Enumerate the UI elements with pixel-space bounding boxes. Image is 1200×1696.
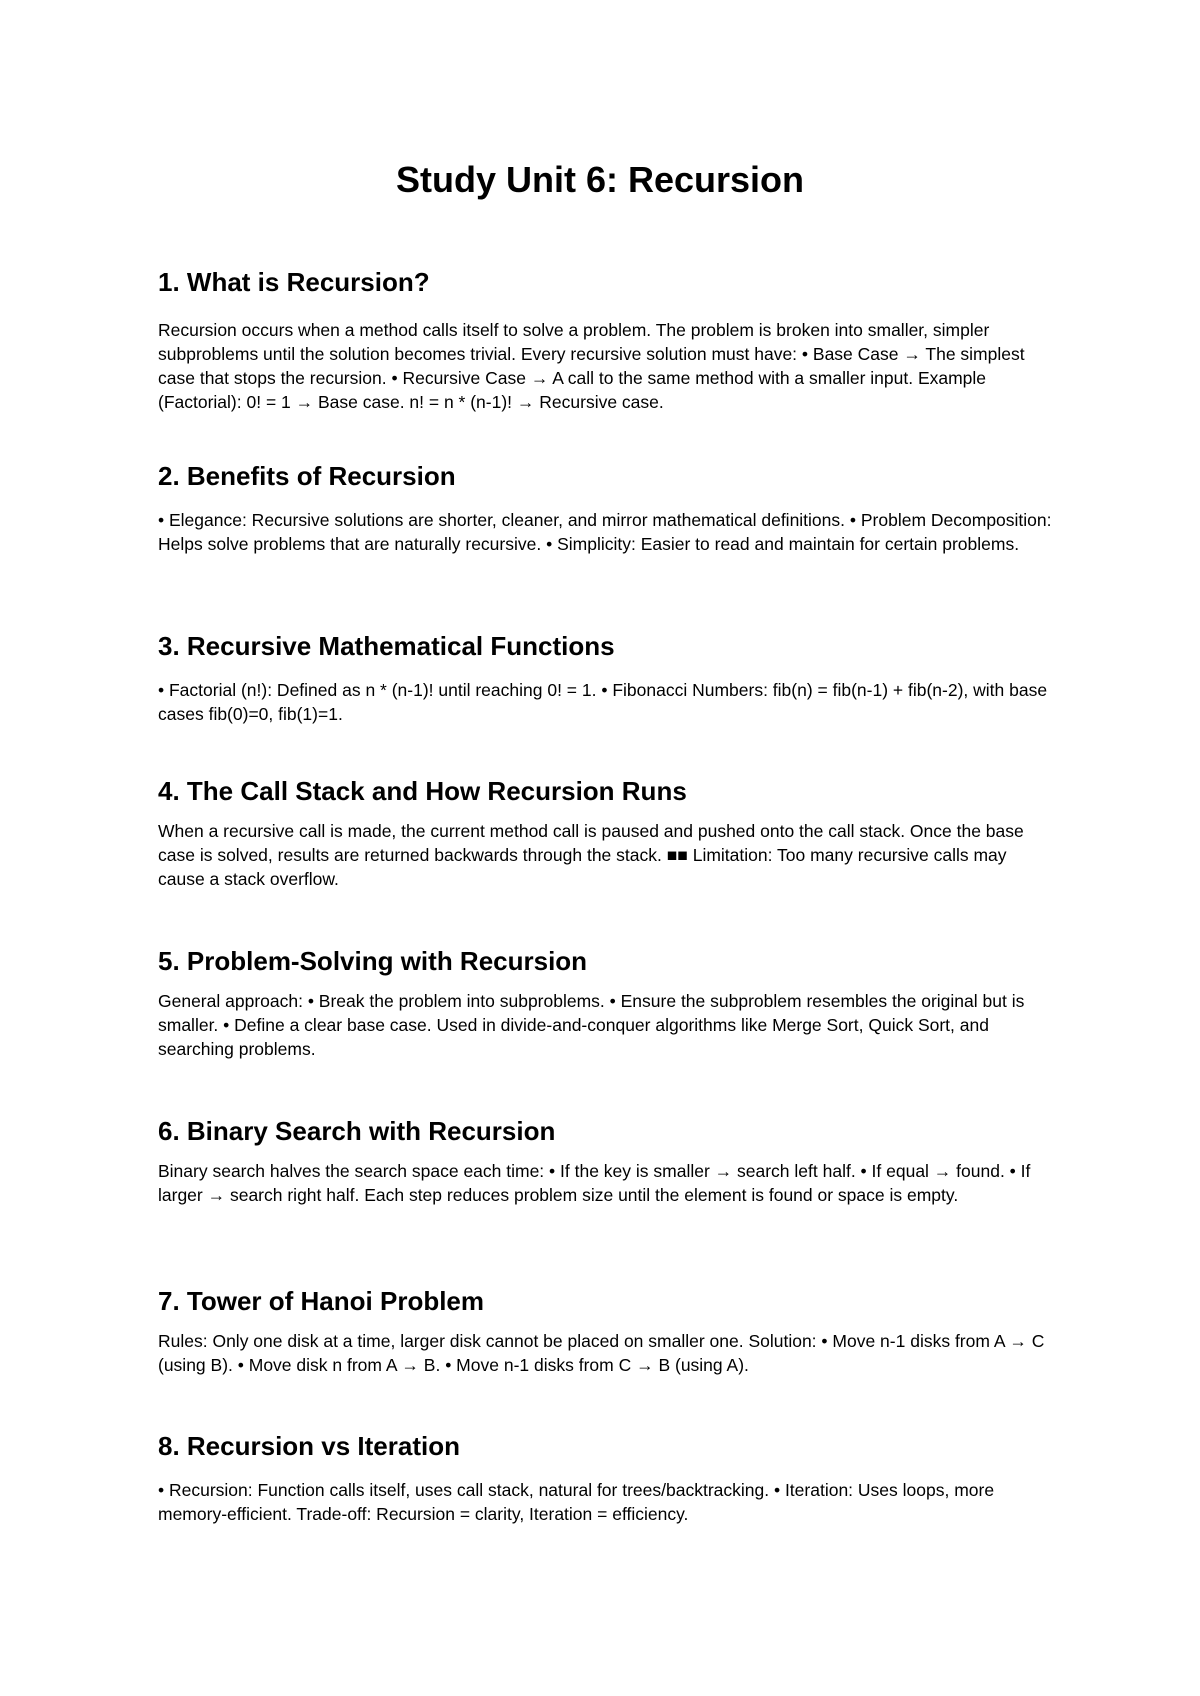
section-heading: 4. The Call Stack and How Recursion Runs (158, 776, 687, 806)
section-heading: 7. Tower of Hanoi Problem (158, 1286, 485, 1316)
section-body: • Elegance: Recursive solutions are shorter, cleaner, and mirror mathematical definitions. • Problem Decomposition: Helps solve problems that are naturally recursive. • Simplicity: Easier to read and maintain for certain problems. (158, 510, 1052, 554)
section-recursion-vs-iteration (158, 1430, 1058, 1526)
section-benefits-of-recursion (158, 460, 1058, 556)
section-body: Recursion occurs when a method calls itself to solve a problem. The problem is broken into smaller, simpler subproblems until the solution becomes trivial. Every recursive solution must have: • Base Case → The simplest case that stops the recursion. • Recursive Case → A call to the same method with a smaller input. Example (Factorial): 0! = 1 → Base case. n! = n * (n-1)! → Recursive case. (158, 320, 1025, 412)
document-title: Study Unit 6: Recursion (395, 159, 805, 200)
section-heading: 8. Recursion vs Iteration (158, 1431, 460, 1461)
section-heading: 3. Recursive Mathematical Functions (158, 631, 615, 661)
section-body: Rules: Only one disk at a time, larger disk cannot be placed on smaller one. Solution: • Move n-1 disks from A → C (using B). • Move disk n from A → B. • Move n-1 disks from C → B (using A). (158, 1331, 1045, 1375)
section-call-stack (158, 775, 1058, 891)
section-heading: 1. What is Recursion? (158, 267, 430, 297)
section-body: General approach: • Break the problem into subproblems. • Ensure the subproblem resembles the original but is smaller. • Define a clear base case. Used in divide-and-conquer algorithms like Merge Sort, Quick Sort, and searching problems. (158, 991, 1025, 1059)
section-binary-search (158, 1115, 1058, 1207)
section-body: • Factorial (n!): Defined as n * (n-1)! until reaching 0! = 1. • Fibonacci Numbers: fib(n) = fib(n-1) + fib(n-2), with base cases fib(0)=0, fib(1)=1. (158, 680, 1048, 724)
section-problem-solving (158, 945, 1058, 1061)
section-heading: 5. Problem-Solving with Recursion (158, 946, 588, 976)
section-body: When a recursive call is made, the current method call is paused and pushed onto the call stack. Once the base case is solved, results are returned backwards through the stack. ■■ Limitation: Too many recursive calls may cause a stack overflow. (158, 821, 1024, 889)
section-heading: 6. Binary Search with Recursion (158, 1116, 556, 1146)
section-body: • Recursion: Function calls itself, uses call stack, natural for trees/backtracking. • Iteration: Uses loops, more memory-efficient. Trade-off: Recursion = clarity, Iteration = efficiency. (158, 1480, 995, 1524)
section-heading: 2. Benefits of Recursion (158, 461, 456, 491)
section-what-is-recursion (158, 266, 1058, 414)
section-body: Binary search halves the search space each time: • If the key is smaller → search left half. • If equal → found. • If larger → search right half. Each step reduces problem size until the element is found or space is empty. (158, 1161, 1031, 1205)
section-recursive-math-functions (158, 630, 1058, 726)
section-tower-of-hanoi (158, 1285, 1058, 1377)
